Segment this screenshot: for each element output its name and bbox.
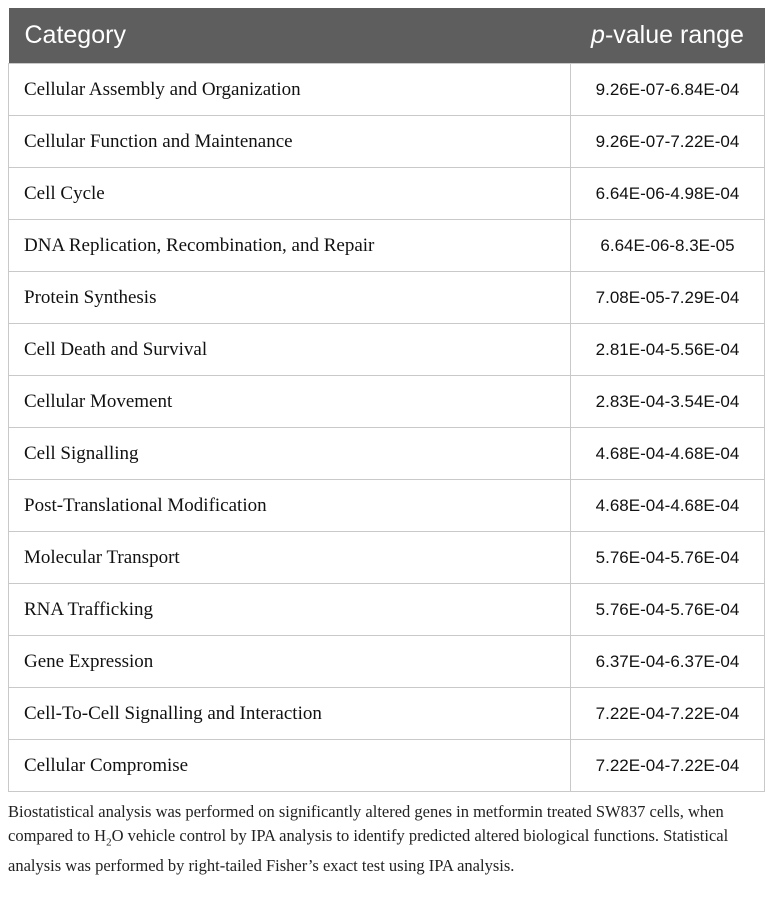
table-row (9, 480, 765, 532)
p-value-range-cell: 5.76E-04-5.76E-04 (571, 584, 765, 636)
p-value-range-cell: 2.83E-04-3.54E-04 (571, 376, 765, 428)
table-row (9, 376, 765, 428)
category-cell: Cellular Compromise (9, 740, 571, 792)
table-row (9, 532, 765, 584)
footnote-subscript: 2 (106, 836, 112, 849)
category-cell: Molecular Transport (9, 532, 571, 584)
p-value-header-italic: p (591, 21, 605, 49)
table-row (9, 324, 765, 376)
table-row (9, 168, 765, 220)
table-row (9, 428, 765, 480)
table-row (9, 688, 765, 740)
category-cell: Cell Death and Survival (9, 324, 571, 376)
p-value-range-cell: 5.76E-04-5.76E-04 (571, 532, 765, 584)
table-body (9, 64, 765, 792)
results-table (8, 8, 765, 792)
p-value-column-header (571, 8, 765, 64)
table-row (9, 636, 765, 688)
table-row (9, 584, 765, 636)
results-table-container (8, 8, 764, 792)
category-cell: Cellular Function and Maintenance (9, 116, 571, 168)
p-value-range-cell: 6.64E-06-4.98E-04 (571, 168, 765, 220)
p-value-range-cell: 7.22E-04-7.22E-04 (571, 740, 765, 792)
category-cell: RNA Trafficking (9, 584, 571, 636)
table-header-row (9, 8, 765, 64)
category-cell: Cellular Assembly and Organization (9, 64, 571, 116)
table-row (9, 272, 765, 324)
category-cell: Cellular Movement (9, 376, 571, 428)
category-cell: Gene Expression (9, 636, 571, 688)
p-value-range-cell: 7.08E-05-7.29E-04 (571, 272, 765, 324)
category-column-header: Category (9, 8, 571, 64)
category-cell: Cell Signalling (9, 428, 571, 480)
category-cell: Cell Cycle (9, 168, 571, 220)
category-cell: DNA Replication, Recombination, and Repair (9, 220, 571, 272)
category-cell: Protein Synthesis (9, 272, 571, 324)
p-value-header-rest: -value range (604, 21, 744, 49)
table-footnote (8, 800, 764, 878)
p-value-range-cell: 4.68E-04-4.68E-04 (571, 480, 765, 532)
p-value-range-cell: 9.26E-07-6.84E-04 (571, 64, 765, 116)
table-row (9, 116, 765, 168)
table-row (9, 64, 765, 116)
p-value-range-cell: 9.26E-07-7.22E-04 (571, 116, 765, 168)
p-value-range-cell: 4.68E-04-4.68E-04 (571, 428, 765, 480)
footnote-text-part2: O vehicle control by IPA analysis to identify predicted altered biological functions. Statistical analysis was performed by right-tailed Fisher’s exact test using IPA analysis. (8, 826, 729, 876)
p-value-range-cell: 6.64E-06-8.3E-05 (571, 220, 765, 272)
table-row (9, 220, 765, 272)
p-value-range-cell: 7.22E-04-7.22E-04 (571, 688, 765, 740)
category-cell: Cell-To-Cell Signalling and Interaction (9, 688, 571, 740)
footnote-text-part1: Biostatistical analysis was performed on significantly altered genes in metformin treated SW837 cells, when compared to H (8, 802, 724, 845)
p-value-range-cell: 2.81E-04-5.56E-04 (571, 324, 765, 376)
category-cell: Post-Translational Modification (9, 480, 571, 532)
table-row (9, 740, 765, 792)
p-value-range-cell: 6.37E-04-6.37E-04 (571, 636, 765, 688)
